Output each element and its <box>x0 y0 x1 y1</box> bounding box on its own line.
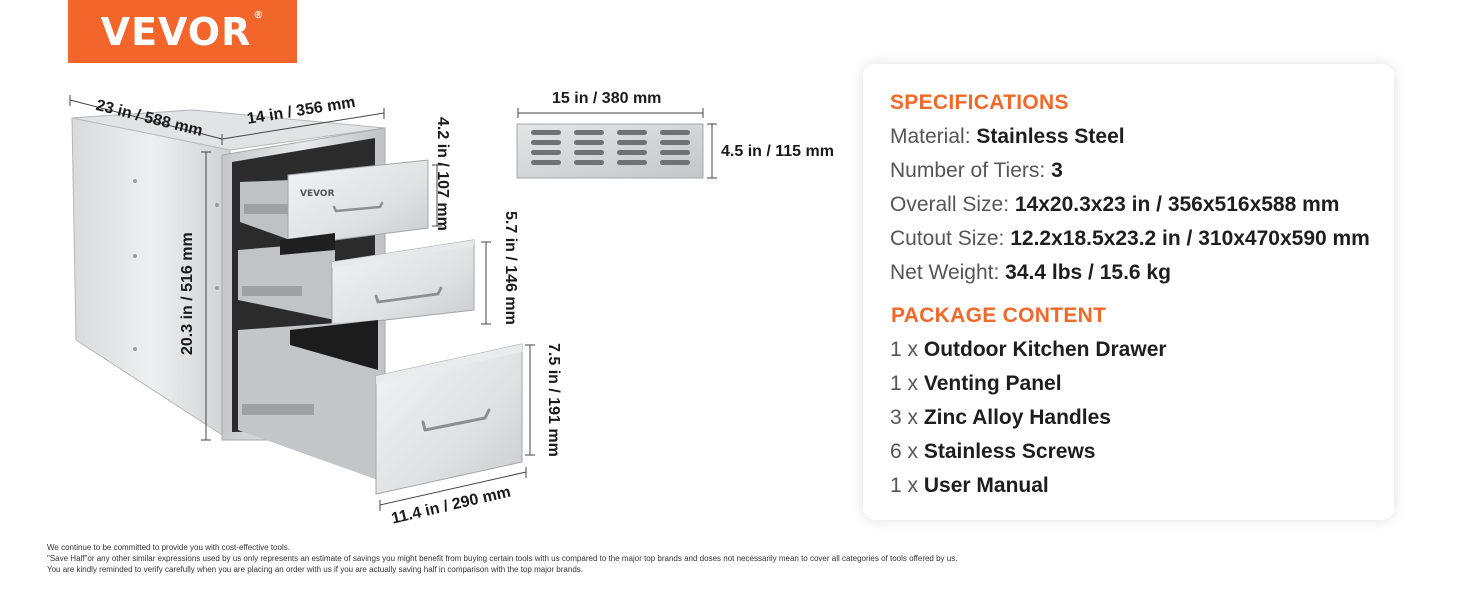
dim-drawer-width: 11.4 in / 290 mm <box>389 483 513 528</box>
spec-material: Material: Stainless Steel <box>890 125 1125 148</box>
venting-panel <box>517 124 703 178</box>
specifications-title: SPECIFICATIONS <box>890 91 1069 114</box>
drawer-product-image <box>0 70 860 540</box>
footer-line: "Save Half"or any other similar expressions used by us only represents an estimate of savings you might benefit from buying certain tools with us compared to the major top brands and doses not necessarily mean to cover all categories of tools offered by us. <box>47 554 958 563</box>
package-content-title: PACKAGE CONTENT <box>891 304 1107 327</box>
package-item-manual: 1 x User Manual <box>890 474 1049 497</box>
footer-line: We continue to be committed to provide you with cost-effective tools. <box>47 543 290 552</box>
dim-panel-height: 4.5 in / 115 mm <box>721 143 834 160</box>
dim-height: 20.3 in / 516 mm <box>179 232 196 355</box>
drawer-brand-text: VEVOR <box>300 189 335 199</box>
dim-depth: 23 in / 588 mm <box>94 97 205 140</box>
spec-overall-size: Overall Size: 14x20.3x23 in / 356x516x588 mm <box>890 193 1340 216</box>
spec-tiers: Number of Tiers: 3 <box>890 159 1063 182</box>
dim-panel-width: 15 in / 380 mm <box>552 90 662 107</box>
package-item-venting-panel: 1 x Venting Panel <box>890 372 1062 395</box>
dim-width: 14 in / 356 mm <box>245 93 357 128</box>
dim-drawer-top: 4.2 in / 107 mm <box>434 117 451 231</box>
footer-disclaimer <box>47 542 957 575</box>
package-item-handles: 3 x Zinc Alloy Handles <box>890 406 1111 429</box>
spec-net-weight: Net Weight: 34.4 lbs / 15.6 kg <box>890 261 1171 284</box>
package-item-screws: 6 x Stainless Screws <box>890 440 1096 463</box>
spec-cutout-size: Cutout Size: 12.2x18.5x23.2 in / 310x470x590 mm <box>890 227 1370 250</box>
logo-text: VEVOR ® <box>100 9 265 54</box>
dim-drawer-bottom: 7.5 in / 191 mm <box>545 343 562 457</box>
specifications-card <box>863 64 1394 520</box>
footer-line: You are kindly reminded to verify carefully when you are placing an order with us if you are actually saving half in comparison with the top major brands. <box>47 565 583 574</box>
package-item-drawer: 1 x Outdoor Kitchen Drawer <box>890 338 1167 361</box>
vevor-logo <box>68 0 297 63</box>
dim-drawer-middle: 5.7 in / 146 mm <box>502 211 519 325</box>
